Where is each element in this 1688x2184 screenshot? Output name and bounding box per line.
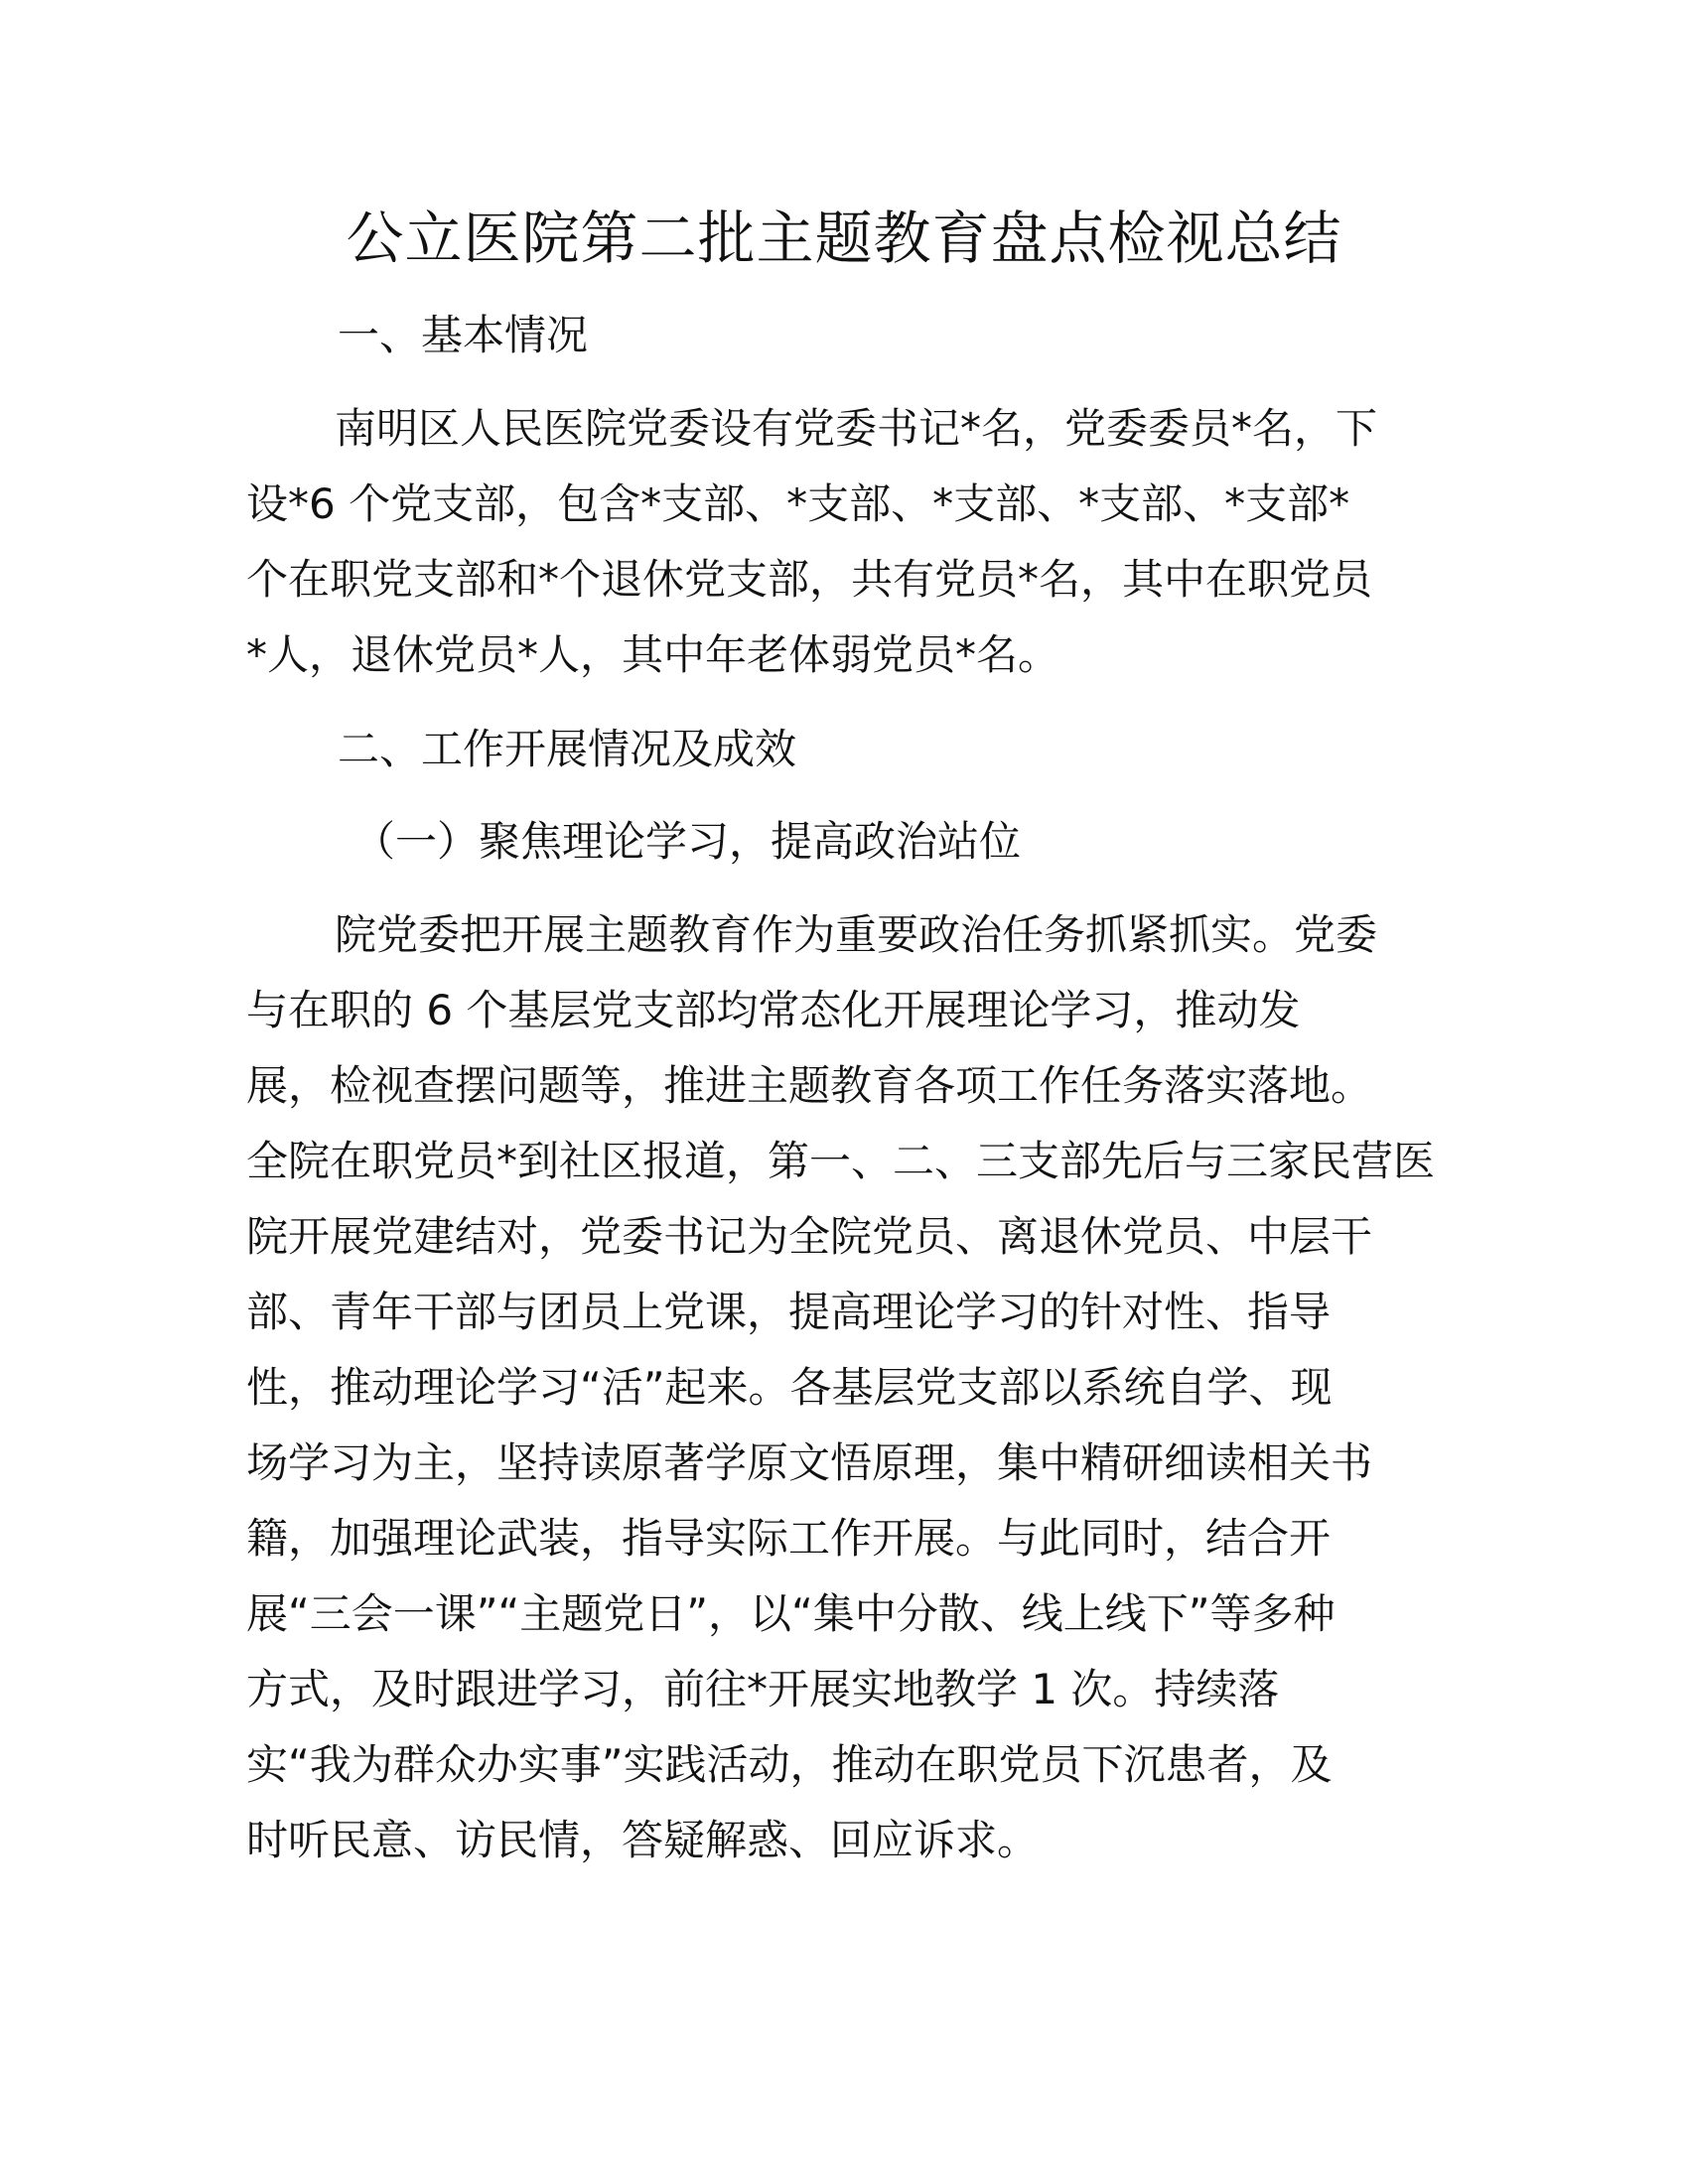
paragraph-line: 实“我为群众办实事”实践活动，推动在职党员下沉患者，及	[246, 1740, 1333, 1789]
paragraph-line: 设*6 个党支部，包含*支部、*支部、*支部、*支部、*支部*	[246, 479, 1350, 528]
paragraph-line: 性，推动理论学习“活”起来。各基层党支部以系统自学、现	[246, 1363, 1333, 1412]
paragraph-line: 与在职的 6 个基层党支部均常态化开展理论学习，推动发	[246, 986, 1301, 1034]
paragraph-line: 院党委把开展主题教育作为重要政治任务抓紧抓实。党委	[335, 910, 1378, 959]
paragraph-line: 展“三会一课”“主题党日”，以“集中分散、线上线下”等多种	[246, 1589, 1336, 1638]
paragraph-line: 个在职党支部和*个退休党支部，共有党员*名，其中在职党员	[246, 555, 1373, 604]
paragraph-line: 院开展党建结对，党委书记为全院党员、离退休党员、中层干	[246, 1212, 1373, 1261]
section-heading-work-progress: 二、工作开展情况及成效	[338, 725, 797, 773]
paragraph-line: 南明区人民医院党委设有党委书记*名，党委委员*名，下	[335, 404, 1378, 453]
paragraph-line: 展，检视查摆问题等，推进主题教育各项工作任务落实落地。	[246, 1061, 1373, 1110]
paragraph-line: 场学习为主，坚持读原著学原文悟原理，集中精研细读相关书	[246, 1438, 1373, 1487]
subsection-heading-theory-study: （一）聚焦理论学习，提高政治站位	[353, 817, 1022, 866]
paragraph-line: 全院在职党员*到社区报道，第一、二、三支部先后与三家民营医	[246, 1137, 1436, 1185]
paragraph-line: *人，退休党员*人，其中年老体弱党员*名。	[246, 630, 1060, 679]
section-heading-basic-info: 一、基本情况	[338, 311, 589, 359]
paragraph-line: 方式，及时跟进学习，前往*开展实地教学 1 次。持续落	[246, 1665, 1280, 1713]
paragraph-line: 部、青年干部与团员上党课，提高理论学习的针对性、指导	[246, 1288, 1332, 1336]
paragraph-line: 时听民意、访民情，答疑解惑、回应诉求。	[246, 1816, 1040, 1864]
document-title: 公立医院第二批主题教育盘点检视总结	[346, 205, 1342, 272]
paragraph-line: 籍，加强理论武装，指导实际工作开展。与此同时，结合开	[246, 1514, 1332, 1563]
